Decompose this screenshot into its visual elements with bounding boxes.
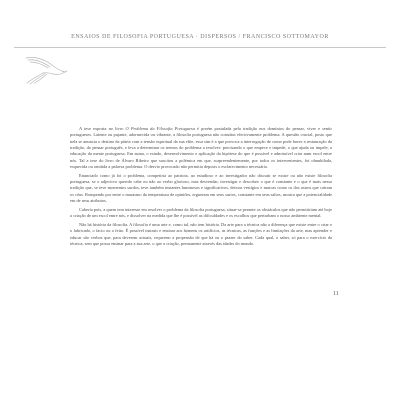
paragraph-lead: A tese exposta no livro bbox=[79, 126, 126, 131]
page-number: 11 bbox=[333, 291, 339, 297]
book-title: O Problema da Filosofia Portuguesa bbox=[125, 126, 195, 131]
paragraph: Cabería pois, a quem tem interesse em resolver o problema da filosofia portuguesa, situar-se perante os obstáculos que não permitiriam até hoje a criação de um escol entre nós, e dissolver na medida que lhe é possível as dificuldades e os escolhos que perturbam o nosso ambiente mental. bbox=[70, 206, 332, 219]
swallow-bird-icon bbox=[22, 50, 68, 86]
header-rule bbox=[14, 47, 386, 48]
paragraph: Não há história da filosofia. A filosofia é uma arte e, como tal, não tem história. Da arte para a técnica não a diferença que existe entre o criar e o fabricado, o facto ou o feito. É possível instruir e ensinar aos homens os artifícios, as técnicas, as funções e as limitações da arte, mas aprender e educar são verbos que, para deverem actuais, requerem a propensão de que há ou o prazer do saber. Cada qual, o saber, só para o exercício da técnica, sem que possa ensinar para a sua arte, o que a criação, permanente através das idades do mundo. bbox=[70, 221, 332, 247]
body-text bbox=[70, 126, 332, 250]
paragraph: Enunciado como já foi o problema, competiria ao patriota, ao estudioso e ao investigador não discutir se existe ou não existe filosofia portuguesa, se o adjectivo querido cabe ou não ao verbo glorioso, mas desvendar, investigar e descobrir o que é constante e o que é mais nessa tradição que, se teve momentos surdos, teve também instantes luminosos e significativos, deixou vestígios e marcas como os dos astros que caíram os céus. Rompendo por entre o marasmo da temperatura de opiniões, ergueram em seus surtos, constante em seus saltos, mostra que a potencialidade em de seus atributos. bbox=[70, 172, 332, 204]
paragraph-rest: é porém postulada pela tradição nos domínios do pensar, viver e sentir portugueses. Latente ou pujante, adormecida ou vibrante, a filosofia portuguesa não constitui efectivamente problema. A questão crucial, posto que nela se anuncia o destino da pátria com a tensão espiritual da sua elite, essa sim é a que provoca a interrogação de como pode haver a restauração da tradição, do pensar português, e leva a determinar os termos do problema a resolver: precisando o que empece e impede, o que ajuda ou impele, a educação da mente portuguesa. Em suma, o estudo, desenvolvimento e aplicação da hipótese do que é possível e admissível criar num escol entre nós. Tal a tese do livro de Álvaro Ribeiro que suscitou a polémica em que, surpreendentemente, por todos os intervenientes, foi obnubilada, esquecida ou omitida a palavra problema. O desvio provocado não permitia deposis o esclarecimento necessário. bbox=[70, 126, 332, 170]
paragraph bbox=[70, 126, 332, 170]
running-head: ENSAIOS DE FILOSOFIA PORTUGUESA · DISPERSOS / FRANCISCO SOTTOMAYOR bbox=[71, 34, 329, 40]
